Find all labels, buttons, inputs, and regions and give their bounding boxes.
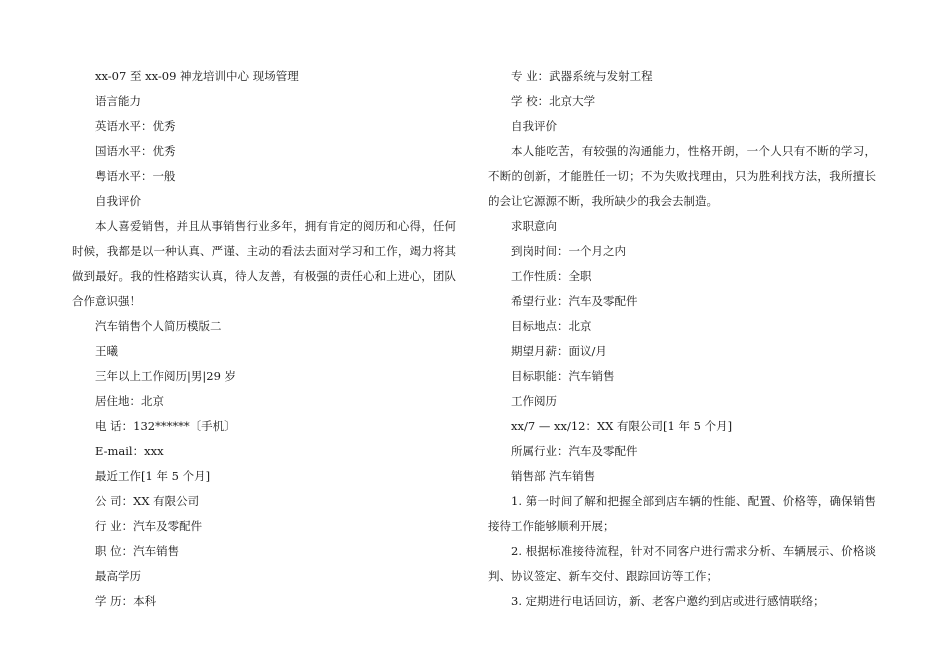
text-line: 职 位：汽车销售 [95,544,180,558]
text-line: 粤语水平：一般 [95,169,176,183]
text-line: 王曦 [95,344,118,358]
text-line: 到岗时间：一个月之内 [511,244,626,258]
text-line: E-mail：xxx [95,444,164,458]
text-line: 自我评价 [95,194,141,208]
text-line: 专 业：武器系统与发射工程 [511,69,653,83]
text-line: 工作性质：全职 [511,269,592,283]
text-line: 学 历：本科 [95,594,157,608]
text-line: 所属行业：汽车及零配件 [511,444,638,458]
text-line: 最近工作[1 年 5 个月] [95,469,211,483]
text-line: 销售部 汽车销售 [511,469,596,483]
text-line: 居住地：北京 [95,394,164,408]
text-line: 学 校：北京大学 [511,94,596,108]
text-line: 公 司：XX 有限公司 [95,494,200,508]
text-line: 电 话：132******〔手机〕 [95,419,236,433]
text-line: 目标地点：北京 [511,319,592,333]
text-paragraph: 本人能吃苦，有较强的沟通能力，性格开朗，一个人只有不断的学习，不断的创新，才能胜任一切；不为失败找理由，只为胜利找方法，我所擅长的会让它源源不断，我所缺少的我会去制造。 [488,144,876,208]
text-line: 最高学历 [95,569,141,583]
text-line: 三年以上工作阅历|男|29 岁 [95,369,237,383]
text-line: 3. 定期进行电话回访，新、老客户邀约到店或进行感情联络； [511,594,825,608]
text-paragraph: 1. 第一时间了解和把握全部到店车辆的性能、配置、价格等，确保销售接待工作能够顺利开展； [488,494,876,533]
text-line: 国语水平：优秀 [95,144,176,158]
text-paragraph: 本人喜爱销售，并且从事销售行业多年，拥有肯定的阅历和心得，任何时候，我都是以一种认真、严谨、主动的看法去面对学习和工作，竭力将其做到最好。我的性格踏实认真，待人友善，有极强的责任心和上进心，团队合作意识强！ [72,219,456,308]
text-line: 希望行业：汽车及零配件 [511,294,638,308]
left-column [72,64,456,614]
text-line: 自我评价 [511,119,557,133]
text-line: 工作阅历 [511,394,557,408]
text-line: 求职意向 [511,219,557,233]
text-line: 行 业：汽车及零配件 [95,519,203,533]
text-line: 期望月薪：面议/月 [511,344,607,358]
text-line: 英语水平：优秀 [95,119,176,133]
text-paragraph: 2. 根据标准接待流程，针对不同客户进行需求分析、车辆展示、价格谈判、协议签定、新车交付、跟踪回访等工作； [488,544,876,583]
right-column [488,64,876,614]
text-line: 语言能力 [95,94,141,108]
text-line: xx/7 — xx/12：XX 有限公司[1 年 5 个月] [511,419,733,433]
text-line: 目标职能：汽车销售 [511,369,615,383]
text-line: 汽车销售个人简历模版二 [95,319,222,333]
text-line: xx-07 至 xx-09 神龙培训中心 现场管理 [95,69,299,83]
